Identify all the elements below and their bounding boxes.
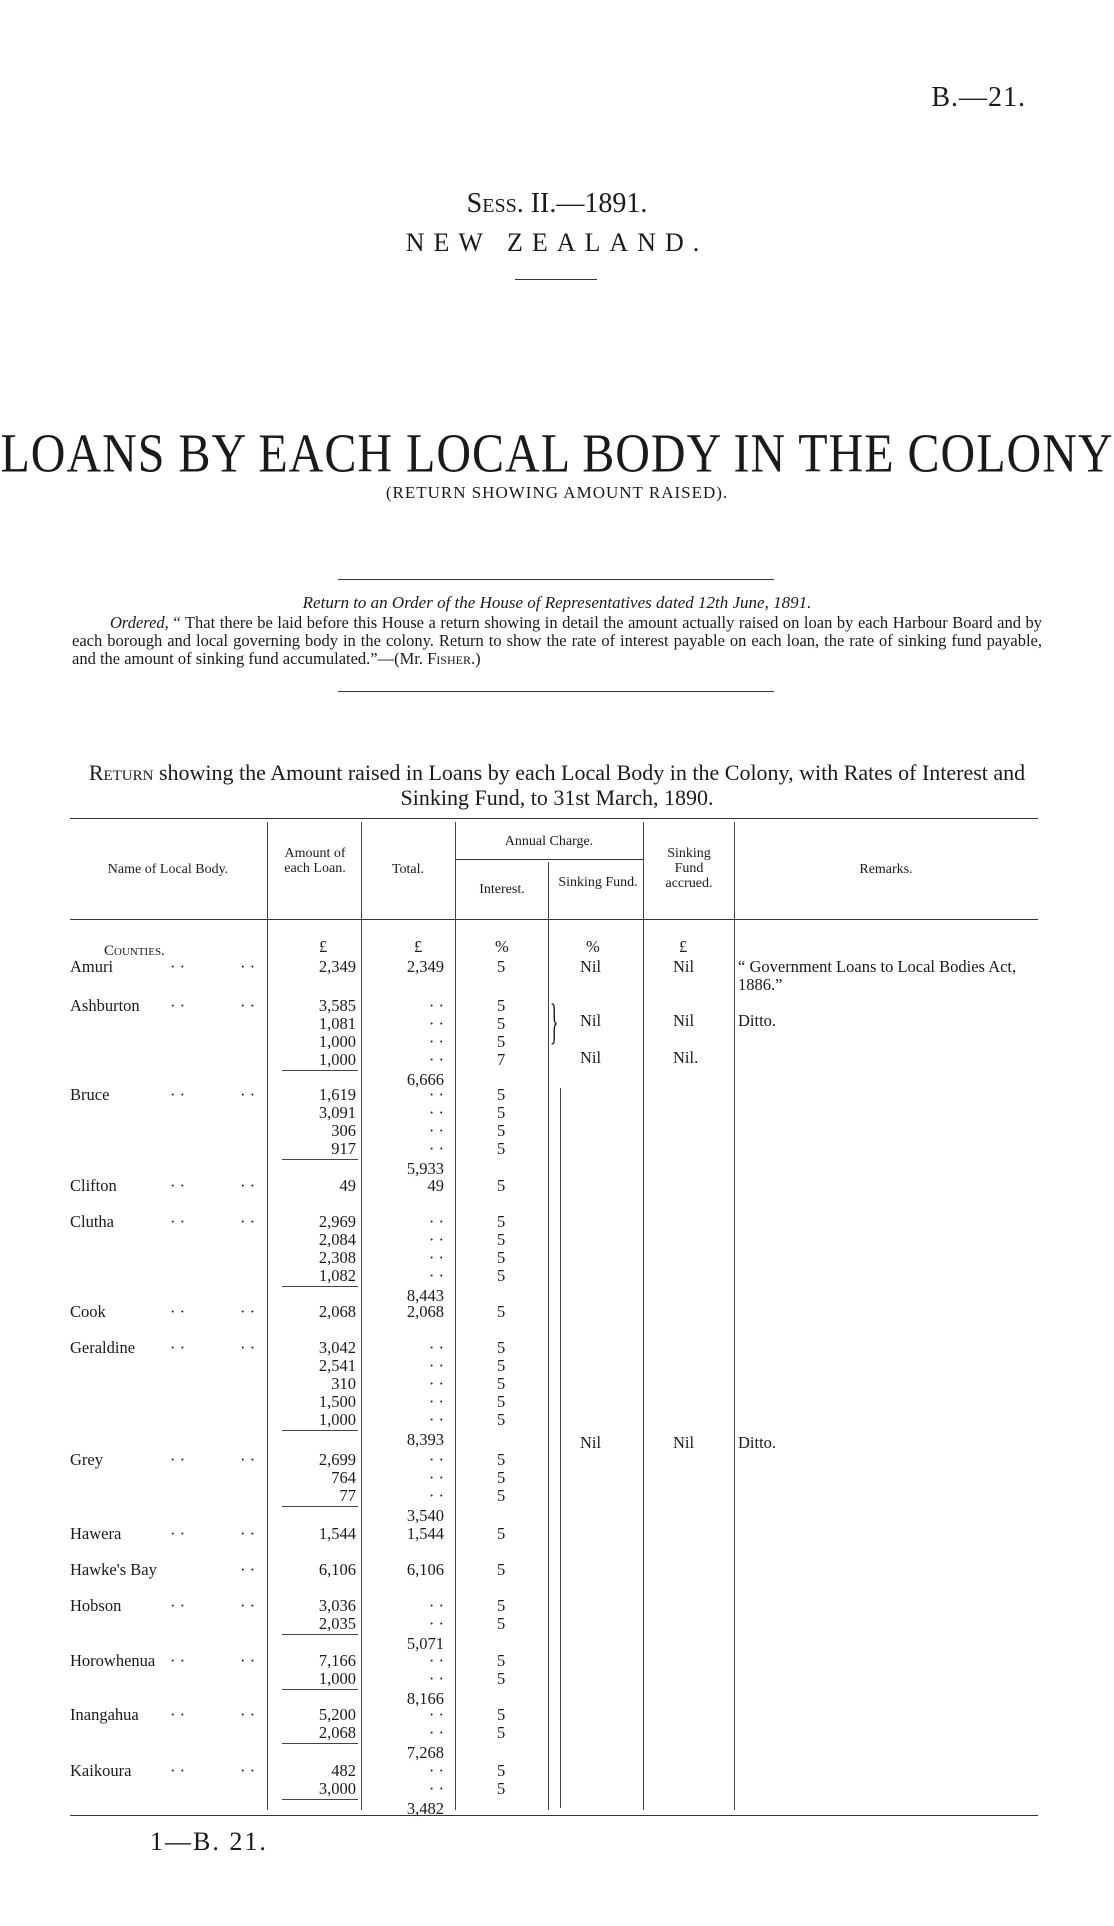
col-sep-6: [734, 822, 735, 1810]
leader-dots: · ·: [240, 1212, 256, 1231]
row-total: · ·: [428, 1669, 444, 1688]
body-name: Horowhenua: [70, 1651, 156, 1670]
loan-amount: 3,042: [318, 1338, 356, 1357]
leader-dots: · ·: [170, 1651, 186, 1670]
ashburton-remark: Ditto.: [738, 1011, 777, 1030]
loan-amount: 2,969: [318, 1212, 356, 1231]
session-line: [0, 188, 1114, 220]
loan-amount: 1,082: [318, 1266, 356, 1285]
leader-dots: · ·: [170, 957, 186, 976]
interest-rate: 5: [497, 1266, 506, 1285]
group-brace-line: [560, 1088, 561, 1808]
leader-dots: · ·: [170, 1761, 186, 1780]
loan-amount: 3,000: [318, 1779, 356, 1798]
leader-dots: · ·: [170, 1524, 186, 1543]
table-header-bottom-rule: [70, 919, 1038, 920]
row-total: 49: [427, 1176, 444, 1195]
body-name: Inangahua: [70, 1705, 139, 1724]
interest-rate: 5: [497, 1121, 506, 1140]
interest-rate: 5: [497, 1723, 506, 1742]
row-total: · ·: [428, 1374, 444, 1393]
loan-amount: 3,585: [318, 996, 356, 1015]
col-sep-2: [361, 822, 362, 1810]
row-total: · ·: [428, 1230, 444, 1249]
leader-dots: · ·: [170, 1176, 186, 1195]
subtotal-rule: [282, 1430, 358, 1431]
loan-amount: 2,084: [318, 1230, 356, 1249]
loan-amount: 1,000: [318, 1669, 356, 1688]
interest-rate: 5: [497, 1103, 506, 1122]
header-remarks: Remarks.: [859, 862, 913, 877]
interest-rate: 5: [497, 1486, 506, 1505]
leader-dots: · ·: [240, 1651, 256, 1670]
amuri-sinking: Nil: [580, 957, 602, 976]
order-close: .): [470, 649, 481, 668]
interest-rate: 5: [497, 1450, 506, 1469]
interest-rate: 5: [497, 1705, 506, 1724]
subtotal-rule: [282, 1634, 358, 1635]
table-bottom-rule: [70, 1815, 1038, 1816]
subtotal-rule: [282, 1743, 358, 1744]
page-reference: B.—21.: [931, 82, 1026, 113]
header-divider: [515, 279, 597, 280]
interest-rate: 5: [497, 1651, 506, 1670]
session-prefix: Sess. II.: [466, 188, 557, 219]
loan-amount: 2,541: [318, 1356, 356, 1375]
row-total: · ·: [428, 1779, 444, 1798]
body-name: Hawke's Bay: [70, 1560, 157, 1579]
subtotal-rule: [282, 1159, 358, 1160]
leader-dots: · ·: [240, 1560, 256, 1579]
loan-amount: 2,349: [318, 957, 356, 976]
leader-dots: · ·: [240, 996, 256, 1015]
body-name: Ashburton: [70, 996, 140, 1015]
group-remark: Ditto.: [738, 1433, 777, 1452]
annual-charge-rule: [455, 859, 643, 860]
order-top-rule: [338, 579, 774, 580]
leader-dots: · ·: [240, 1450, 256, 1469]
body-name: Grey: [70, 1450, 103, 1469]
body-name: Geraldine: [70, 1338, 136, 1357]
interest-rate: 5: [497, 957, 506, 976]
row-total: · ·: [428, 1032, 444, 1051]
leader-dots: · ·: [240, 1705, 256, 1724]
leader-dots: · ·: [170, 996, 186, 1015]
header-annual-charge: Annual Charge.: [504, 834, 594, 849]
body-total: 3,482: [406, 1799, 444, 1818]
row-total: 2,068: [406, 1302, 444, 1321]
row-total: · ·: [428, 1248, 444, 1267]
ashburton-accrued-1: Nil: [673, 1011, 695, 1030]
interest-rate: 5: [497, 1374, 506, 1393]
leader-dots: · ·: [240, 1302, 256, 1321]
row-total: · ·: [428, 1614, 444, 1633]
leader-dots: · ·: [240, 1176, 256, 1195]
unit-amount: £: [319, 937, 328, 956]
interest-rate: 5: [497, 1248, 506, 1267]
country-heading: NEW ZEALAND.: [405, 228, 709, 257]
loan-amount: 1,619: [318, 1085, 356, 1104]
body-total: 5,933: [406, 1159, 444, 1178]
leader-dots: · ·: [240, 1524, 256, 1543]
row-total: · ·: [428, 1723, 444, 1742]
body-name: Hobson: [70, 1596, 122, 1615]
loan-amount: 7,166: [318, 1651, 356, 1670]
table-top-rule: [70, 818, 1038, 819]
header-interest: Interest.: [479, 882, 525, 897]
interest-rate: 5: [497, 1302, 506, 1321]
ashburton-sinking-2: Nil: [580, 1048, 602, 1067]
row-total: · ·: [428, 1103, 444, 1122]
row-total: · ·: [428, 1410, 444, 1429]
leader-dots: · ·: [170, 1302, 186, 1321]
body-total: 3,540: [406, 1506, 444, 1525]
ordered-word: Ordered,: [110, 613, 169, 632]
loan-amount: 2,068: [318, 1302, 356, 1321]
loan-amount: 1,081: [318, 1014, 356, 1033]
header-amount: Amount of each Loan.: [284, 846, 346, 876]
interest-rate: 5: [497, 1212, 506, 1231]
row-total: 1,544: [406, 1524, 444, 1543]
body-total: 6,666: [406, 1070, 444, 1089]
row-total: · ·: [428, 996, 444, 1015]
row-total: · ·: [428, 1085, 444, 1104]
order-bottom-rule: [338, 691, 774, 692]
body-total: 7,268: [406, 1743, 444, 1762]
row-total: · ·: [428, 1705, 444, 1724]
body-name: Clutha: [70, 1212, 114, 1231]
leader-dots: · ·: [170, 1212, 186, 1231]
interest-rate: 5: [497, 1230, 506, 1249]
leader-dots: · ·: [170, 1338, 186, 1357]
row-total: · ·: [428, 1212, 444, 1231]
loan-amount: 2,068: [318, 1723, 356, 1742]
header-total: Total.: [391, 862, 425, 877]
header-name: Name of Local Body.: [107, 862, 229, 877]
row-total: · ·: [428, 1392, 444, 1411]
loan-amount: 917: [331, 1139, 356, 1158]
return-heading: [72, 760, 1042, 810]
subtotal-rule: [282, 1799, 358, 1800]
col-sep-5: [643, 822, 644, 1810]
row-total: · ·: [428, 1468, 444, 1487]
row-total: · ·: [428, 1014, 444, 1033]
leader-dots: · ·: [170, 1085, 186, 1104]
loan-amount: 3,091: [318, 1103, 356, 1122]
loan-amount: 1,000: [318, 1410, 356, 1429]
interest-rate: 5: [497, 1614, 506, 1633]
loan-amount: 6,106: [318, 1560, 356, 1579]
subtotal-rule: [282, 1689, 358, 1690]
unit-total: £: [414, 937, 423, 956]
interest-rate: 5: [497, 1560, 506, 1579]
loan-amount: 49: [339, 1176, 356, 1195]
row-total: · ·: [428, 1651, 444, 1670]
interest-rate: 5: [497, 1338, 506, 1357]
row-total: 6,106: [406, 1560, 444, 1579]
body-name: Cook: [70, 1302, 106, 1321]
interest-rate: 5: [497, 1596, 506, 1615]
subtotal-rule: [282, 1506, 358, 1507]
loan-amount: 2,035: [318, 1614, 356, 1633]
interest-rate: 5: [497, 1139, 506, 1158]
leader-dots: · ·: [240, 1338, 256, 1357]
interest-rate: 5: [497, 1779, 506, 1798]
order-heading: Return to an Order of the House of Representatives dated 12th June, 1891.: [302, 593, 812, 612]
row-total: · ·: [428, 1486, 444, 1505]
amuri-accrued: Nil: [673, 957, 695, 976]
header-sinking-accrued: Sinking Fund accrued.: [665, 846, 713, 891]
loan-amount: 482: [331, 1761, 356, 1780]
body-total: 8,166: [406, 1689, 444, 1708]
leader-dots: · ·: [240, 1085, 256, 1104]
order-text: [72, 614, 1042, 668]
leader-dots: · ·: [170, 1705, 186, 1724]
interest-rate: 5: [497, 1410, 506, 1429]
page-footer: 1—B. 21.: [150, 1827, 268, 1856]
unit-sinking: %: [586, 937, 600, 956]
order-mover: Fisher: [427, 649, 471, 668]
interest-rate: 5: [497, 1392, 506, 1411]
leader-dots: · ·: [170, 1450, 186, 1469]
body-name: Clifton: [70, 1176, 117, 1195]
leader-dots: · ·: [170, 1596, 186, 1615]
col-sep-4: [548, 862, 549, 1810]
interest-rate: 5: [497, 1032, 506, 1051]
body-total: 8,393: [406, 1430, 444, 1449]
subtotal-rule: [282, 1286, 358, 1287]
document-title: LOANS BY EACH LOCAL BODY IN THE COLONY: [0, 423, 1114, 485]
header-sinking-fund: Sinking Fund.: [558, 875, 638, 890]
col-sep-1: [267, 822, 268, 1810]
interest-rate: 5: [497, 1014, 506, 1033]
subtotal-rule: [282, 1070, 358, 1071]
body-name: Bruce: [70, 1085, 110, 1104]
interest-rate: 5: [497, 1524, 506, 1543]
interest-rate: 5: [497, 1356, 506, 1375]
group-accrued: Nil: [673, 1433, 695, 1452]
body-total: 5,071: [406, 1634, 444, 1653]
row-total: · ·: [428, 1761, 444, 1780]
loan-amount: 1,000: [318, 1050, 356, 1069]
row-total: · ·: [428, 1266, 444, 1285]
ashburton-sinking-1: Nil: [580, 1011, 602, 1030]
body-total: 8,443: [406, 1286, 444, 1305]
ashburton-accrued-2: Nil.: [673, 1048, 699, 1067]
unit-accrued: £: [679, 937, 688, 956]
order-body: “ That there be laid before this House a return showing in detail the amount actually raised on loan by each Harbour Board and by each borough and local governing body in the colony. Return to show the rate of interest payable on each loan, the rate of sinking fund payable, and the amount of sinking fund accumulated.”—(Mr.: [72, 613, 1043, 668]
interest-rate: 5: [497, 996, 506, 1015]
loan-amount: 3,036: [318, 1596, 356, 1615]
row-total: · ·: [428, 1356, 444, 1375]
row-total: 2,349: [406, 957, 444, 976]
loan-amount: 1,500: [318, 1392, 356, 1411]
loan-amount: 2,308: [318, 1248, 356, 1267]
loan-amount: 77: [339, 1486, 356, 1505]
body-name: Amuri: [70, 957, 114, 976]
return-lead: Return: [88, 760, 154, 785]
interest-rate: 5: [497, 1085, 506, 1104]
loan-amount: 1,000: [318, 1032, 356, 1051]
leader-dots: · ·: [240, 1761, 256, 1780]
row-total: · ·: [428, 1050, 444, 1069]
unit-interest: %: [495, 937, 509, 956]
row-total: · ·: [428, 1596, 444, 1615]
ashburton-brace: }: [550, 993, 559, 1049]
loan-amount: 1,544: [318, 1524, 356, 1543]
interest-rate: 5: [497, 1468, 506, 1487]
loan-amount: 5,200: [318, 1705, 356, 1724]
col-sep-3: [455, 822, 456, 1810]
body-name: Kaikoura: [70, 1761, 132, 1780]
document-subtitle: (RETURN SHOWING AMOUNT RAISED).: [385, 483, 729, 502]
loan-amount: 764: [331, 1468, 356, 1487]
body-name: Hawera: [70, 1524, 122, 1543]
row-total: · ·: [428, 1139, 444, 1158]
group-sinking: Nil: [580, 1433, 602, 1452]
session-year: —1891.: [556, 188, 648, 219]
leader-dots: · ·: [240, 957, 256, 976]
loan-amount: 310: [331, 1374, 356, 1393]
interest-rate: 7: [497, 1050, 506, 1069]
interest-rate: 5: [497, 1761, 506, 1780]
section-counties: Counties.: [104, 943, 165, 959]
interest-rate: 5: [497, 1669, 506, 1688]
loan-amount: 306: [331, 1121, 356, 1140]
loan-amount: 2,699: [318, 1450, 356, 1469]
row-total: · ·: [428, 1338, 444, 1357]
row-total: · ·: [428, 1450, 444, 1469]
return-text: showing the Amount raised in Loans by each Local Body in the Colony, with Rates of Interest and Sinking Fund, to 31st March, 1890.: [153, 760, 1026, 810]
row-total: · ·: [428, 1121, 444, 1140]
amuri-remark: “ Government Loans to Local Bodies Act, 1886.”: [738, 957, 1017, 994]
leader-dots: · ·: [240, 1596, 256, 1615]
interest-rate: 5: [497, 1176, 506, 1195]
